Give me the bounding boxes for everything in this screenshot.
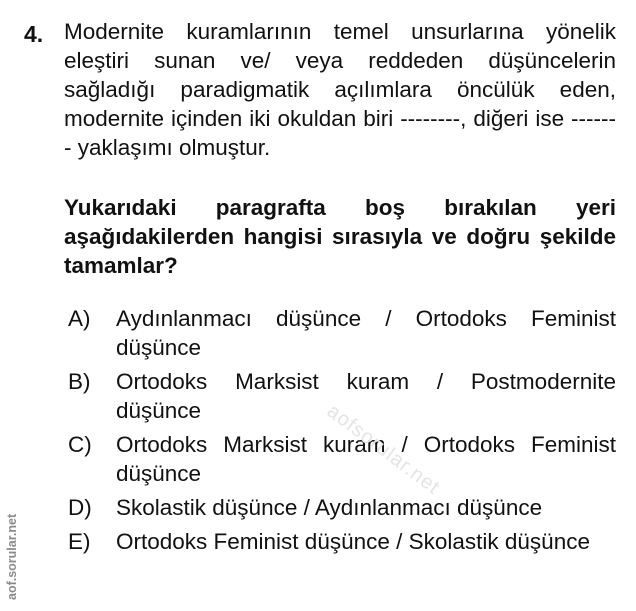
option-e-text: Ortodoks Feminist düşünce / Skolastik düşünce [116, 529, 590, 554]
option-a[interactable] [68, 304, 616, 362]
question-prompt: Yukarıdaki paragrafta boş bırakılan yeri aşağıdakilerden hangisi sırasıyla ve doğru şekilde tamamlar? [64, 195, 616, 278]
side-watermark: aof.sorular.net [5, 513, 19, 600]
option-b-letter: B) [68, 369, 91, 394]
question-number: 4. [24, 21, 44, 47]
option-a-text: Aydınlanmacı düşünce / Ortodoks Feminist düşünce [116, 306, 616, 360]
diagonal-watermark: aofsorular.net [322, 400, 444, 499]
option-d[interactable] [68, 493, 616, 522]
option-a-letter: A) [68, 306, 91, 331]
option-c-letter: C) [68, 432, 92, 457]
option-b-text: Ortodoks Marksist kuram / Postmodernite düşünce [116, 369, 616, 423]
option-b[interactable] [68, 367, 616, 425]
question-stem: Modernite kuramlarının temel unsurlarına yönelik eleştiri sunan ve/ veya reddeden düşüncelerin sağladığı paradigmatik açılımlara öncülük eden, modernite içinden iki okuldan biri --------, diğeri ise ------- yaklaşımı olmuştur. [64, 19, 616, 160]
option-d-letter: D) [68, 495, 92, 520]
answer-options [68, 304, 616, 561]
option-d-text: Skolastik düşünce / Aydınlanmacı düşünce [116, 495, 543, 520]
option-e[interactable] [68, 527, 616, 556]
option-c[interactable] [68, 430, 616, 488]
option-c-text: Ortodoks Marksist kuram / Ortodoks Feminist düşünce [116, 432, 616, 486]
option-e-letter: E) [68, 529, 91, 554]
